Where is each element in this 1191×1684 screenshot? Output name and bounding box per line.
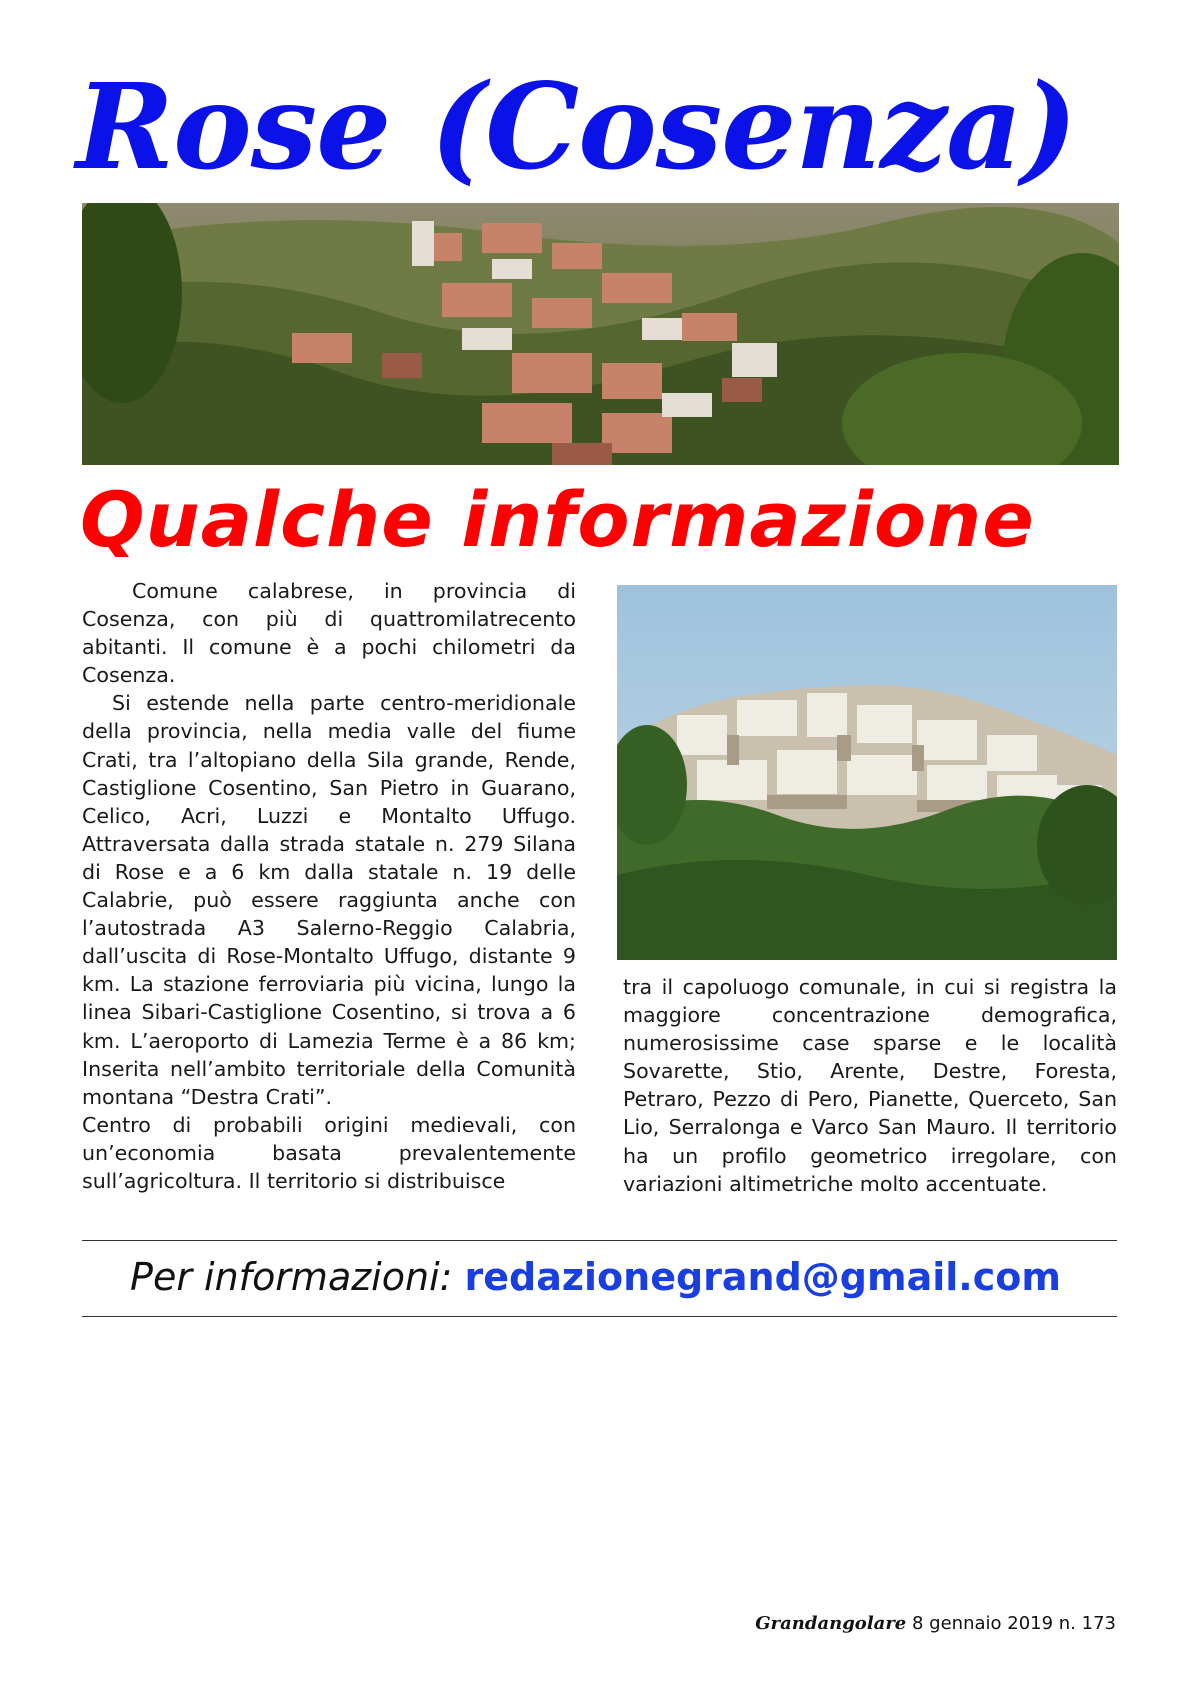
issue-info: 8 gennaio 2019 n. 173 [912,1613,1116,1634]
page-title: Rose (Cosenza) [76,57,1077,196]
town-valley-panorama-image [82,203,1119,465]
article-paragraph: Comune calabrese, in provincia di Cosenza, con più di quattromilatrecento abitanti. Il comune è a pochi chilometri da Cosenza. [82,579,576,688]
article-paragraph: Centro di probabili origini medievali, con un’economia basata prevalentemente sull’agricoltura. Il territorio si distribuisce [82,1112,576,1193]
publication-name: Grandangolare [755,1613,907,1634]
contact-line [0,1252,1191,1302]
contact-email-link[interactable]: redazionegrand@gmail.com [464,1255,1061,1299]
bottom-divider [82,1316,1117,1317]
contact-label: Per informazioni: [130,1255,453,1299]
section-heading: Qualche informazione [80,475,1035,564]
hilltop-town-photo [617,585,1117,960]
top-divider [82,1240,1117,1241]
article-right-column: tra il capoluogo comunale, in cui si registra la maggiore concentrazione demografica, numerosissime case sparse e le località Sovarette, Stio, Arente, Destre, Foresta, Petraro, Pezzo di Pero, Pianette, Querceto, San Lio, Serralonga e Varco San Mauro. Il territorio ha un profilo geometrico irregolare, con variazioni altimetriche molto accentuate. [623,975,1117,1196]
article-left-column [82,577,576,1195]
article-paragraph: Si estende nella parte centro-meridionale della provincia, nella media valle del fiume Crati, tra l’altopiano della Sila grande, Rende, Castiglione Cosentino, San Pietro in Guarano, Celico, Acri, Luzzi e Montalto Uffugo. Attraversata dalla strada statale n. 279 Silana di Rose e a 6 km dalla statale n. 19 delle Calabrie, può essere raggiunta anche con l’autostrada A3 Salerno-Reggio Calabria, dall’uscita di Rose-Montalto Uffugo, distante 9 km. La stazione ferroviaria più vicina, lungo la linea Sibari-Castiglione Cosentino, si trova a 6 km. L’aeroporto di Lamezia Terme è a 86 km; Inserita nell’ambito territoriale della Comunità montana “Destra Crati”. [82,691,576,1109]
page-footer [600,1612,1116,1636]
